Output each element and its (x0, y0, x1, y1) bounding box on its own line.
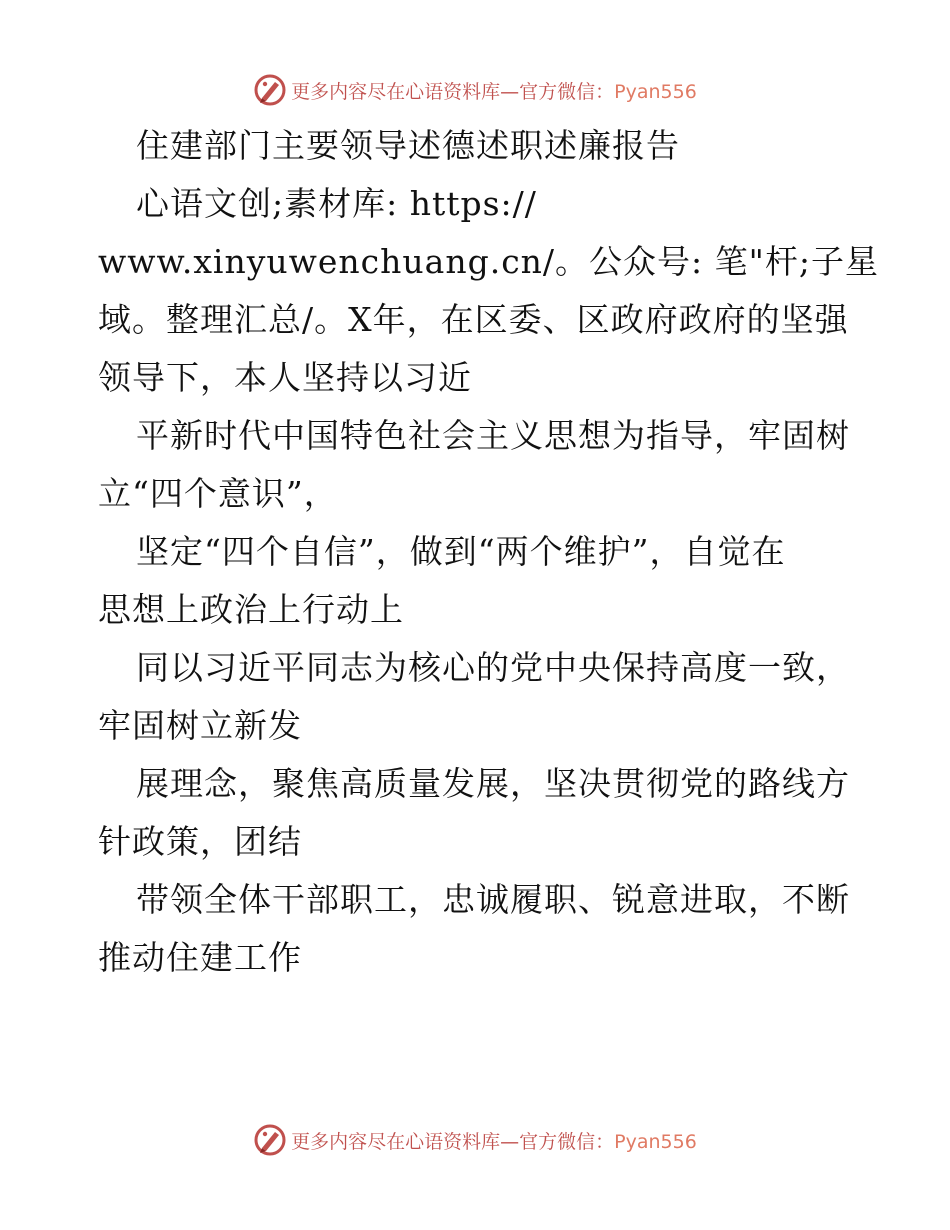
paragraph-line: 域。整理汇总/。X年，在区委、区政府政府的坚强 (98, 300, 849, 339)
paragraph-line: 平新时代中国特色社会主义思想为指导，牢固树 (136, 416, 850, 455)
footer-banner (0, 1120, 950, 1160)
paragraph-line: 针政策，团结 (98, 822, 302, 861)
paragraph-line: www.xinyuwenchuang.cn/。公众号: 笔"杆;子星 (98, 242, 879, 281)
pen-circle-logo-icon (253, 73, 287, 107)
pen-circle-logo-icon (253, 1123, 287, 1157)
paragraph-line: 领导下，本人坚持以习近 (98, 358, 472, 397)
header-banner (0, 70, 950, 110)
paragraph-line: 坚定“四个自信”，做到“两个维护”，自觉在 (136, 532, 786, 571)
footer-banner-text: 更多内容尽在心语资料库—官方微信： (291, 1130, 615, 1153)
paragraph-line: 心语文创;素材库: https:// (136, 184, 537, 223)
header-banner-wechat-id: Pyan556 (614, 80, 697, 103)
paragraph-line: 带领全体干部职工，忠诚履职、锐意进取，不断 (136, 880, 850, 919)
footer-banner-wechat-id: Pyan556 (614, 1130, 697, 1153)
paragraph-line: 推动住建工作 (98, 938, 302, 977)
paragraph-line: 思想上政治上行动上 (98, 590, 404, 629)
paragraph-line: 立“四个意识”， (98, 474, 338, 513)
header-banner-text: 更多内容尽在心语资料库—官方微信： (291, 80, 615, 103)
paragraph-line: 展理念，聚焦高质量发展，坚决贯彻党的路线方 (136, 764, 850, 803)
paragraph-line: 牢固树立新发 (98, 706, 302, 745)
paragraph-line: 同以习近平同志为核心的党中央保持高度一致， (136, 648, 850, 687)
document-title: 住建部门主要领导述德述职述廉报告 (136, 126, 680, 165)
